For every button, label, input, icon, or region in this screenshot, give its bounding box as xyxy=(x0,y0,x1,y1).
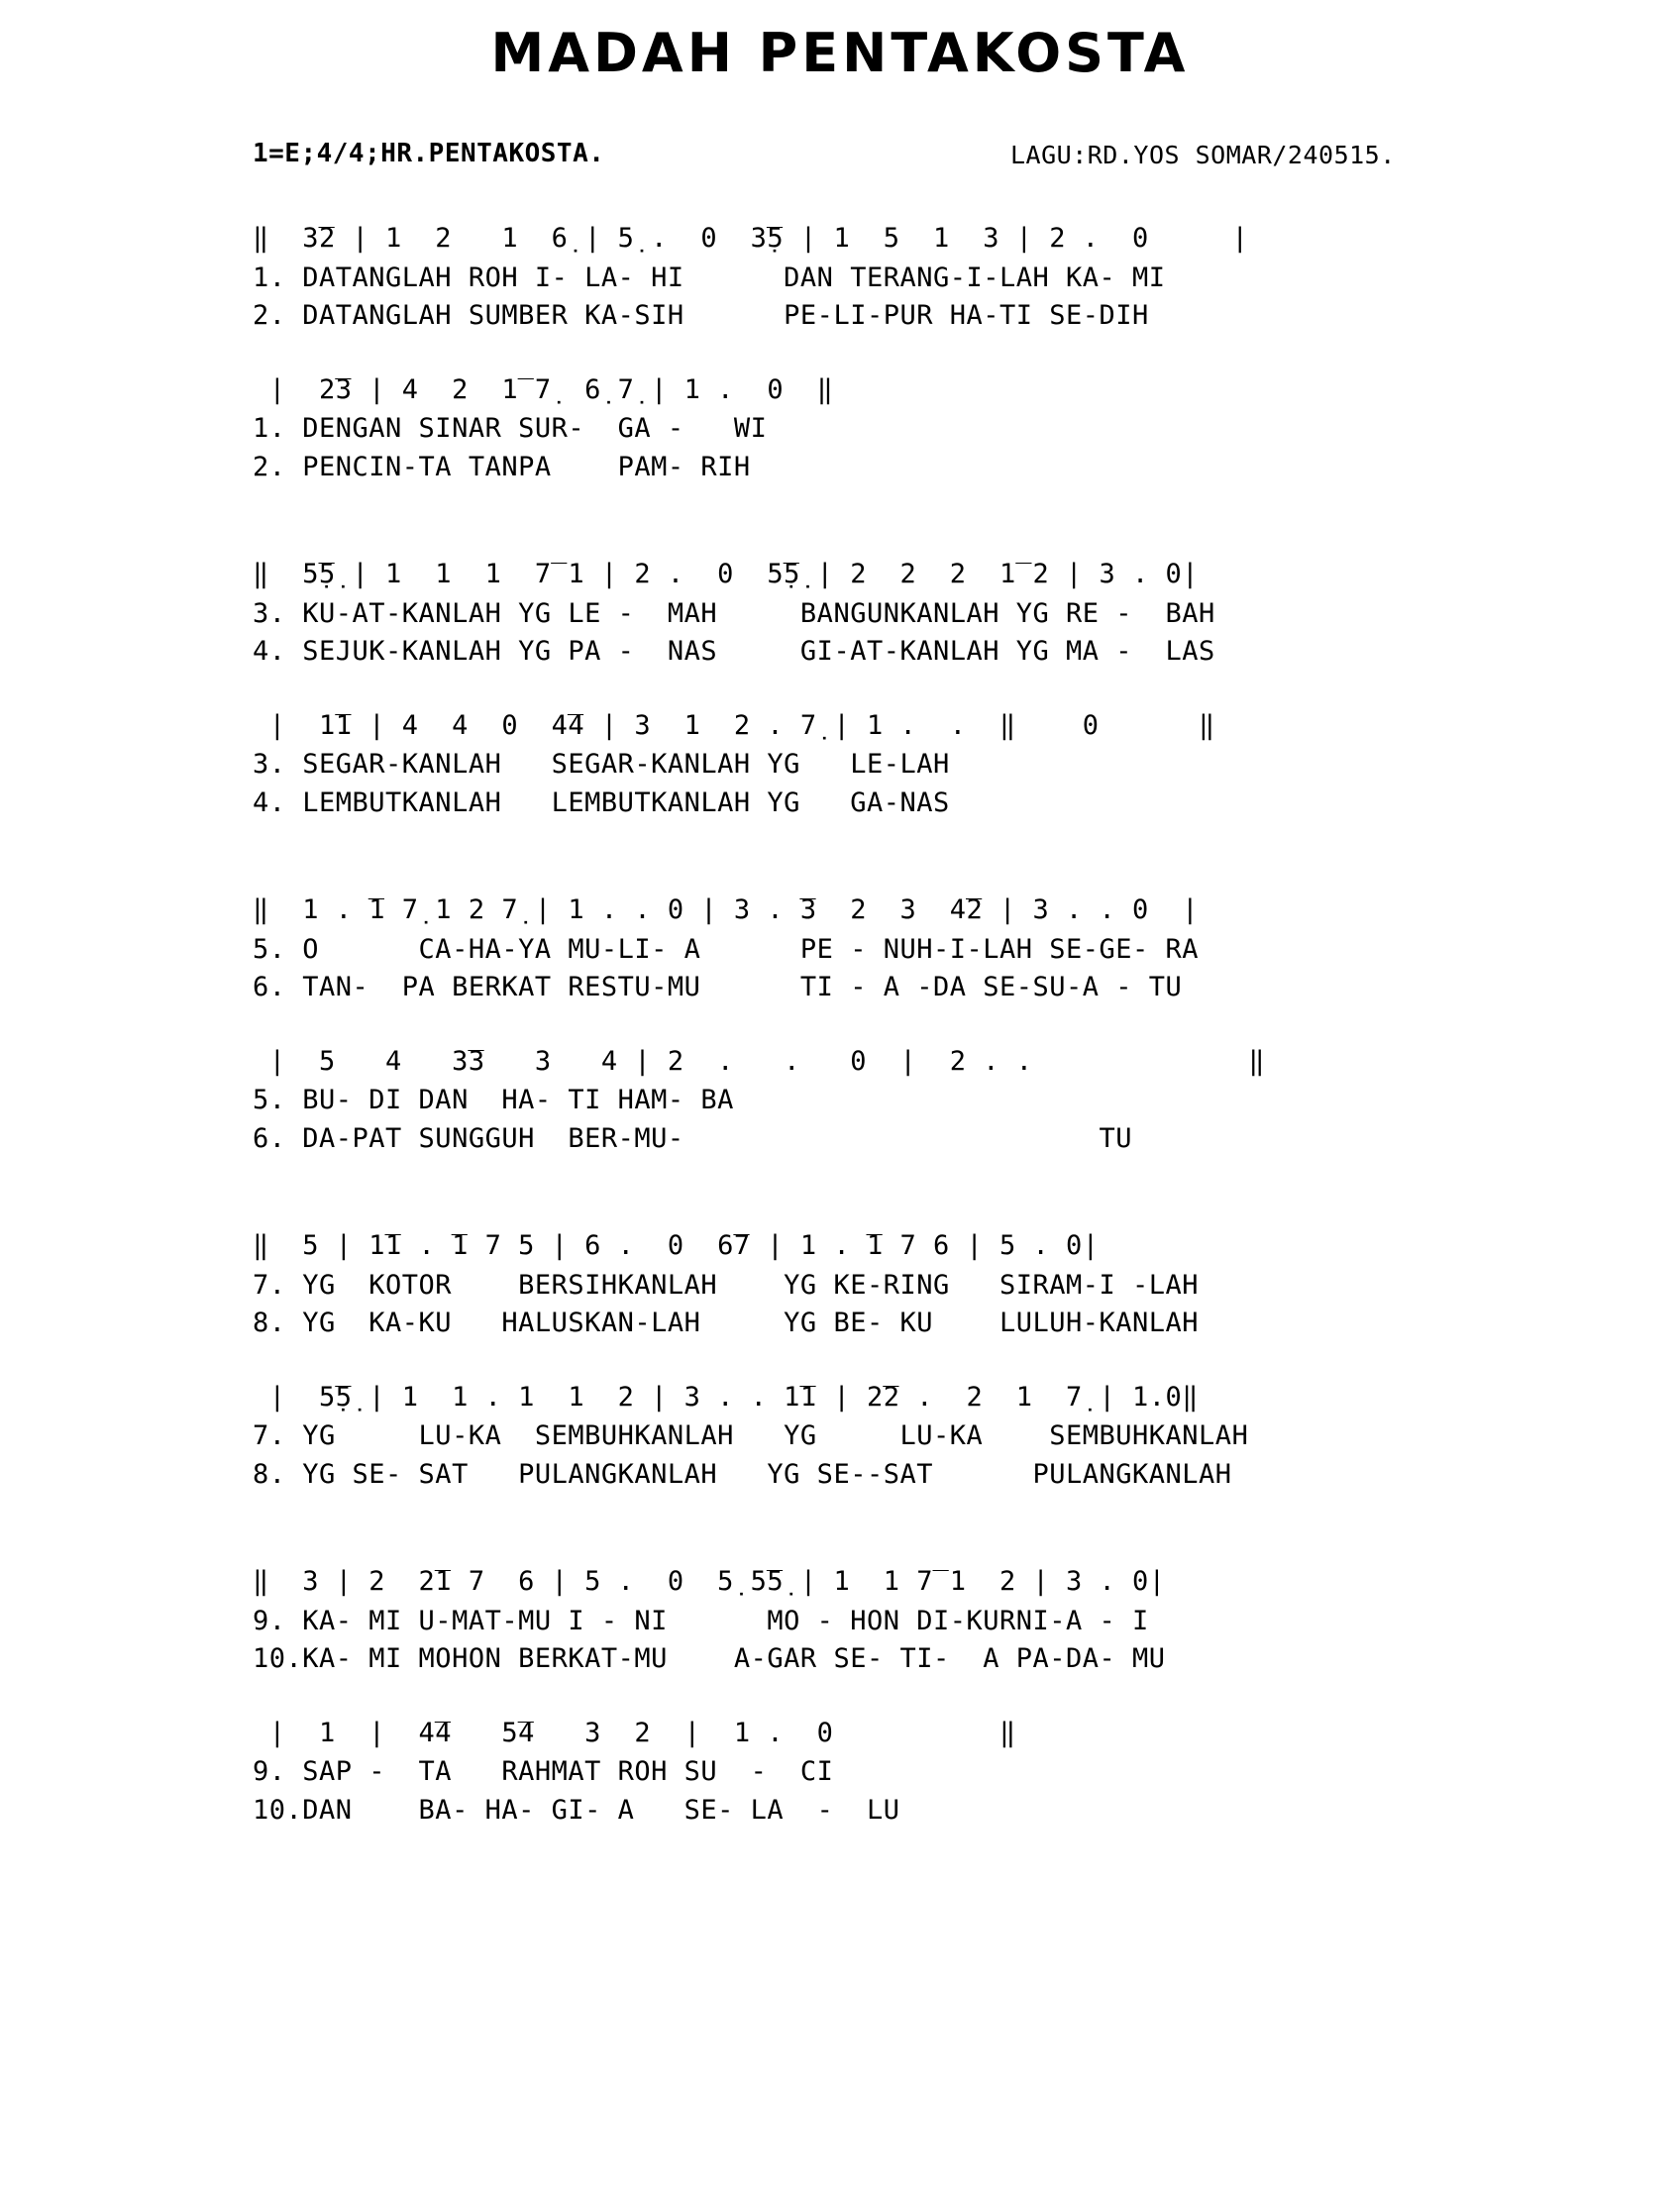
notation-line: ‖ 3̅2 | 1 2 1 6̣ | 5̣ . 0 3̣̅5 | 1 5 1 3 | 2 . 0 | xyxy=(253,223,1249,254)
composer-meta: LAGU:RD.YOS SOMAR/240515. xyxy=(1010,141,1396,169)
lyric-line: 8. YG KA-KU HALUSKAN-LAH YG BE- KU LULUH-KANLAH xyxy=(253,1308,1200,1339)
lyric-line: 6. TAN- PA BERKAT RESTU-MU TI - A -DA SE-SU-A - TU xyxy=(253,972,1183,1003)
music-system xyxy=(253,1377,1680,1495)
lyric-line: 10.DAN BA- HA- GI- A SE- LA - LU xyxy=(253,1794,900,1826)
music-system xyxy=(253,705,1680,823)
music-system xyxy=(253,1225,1680,1343)
lyric-line: 5. BU- DI DAN HA- TI HAM- BA xyxy=(253,1085,734,1116)
system-gap xyxy=(253,856,1680,890)
key-signature-meta: 1=E;4/4;HR.PENTAKOSTA. xyxy=(253,139,605,168)
system-gap xyxy=(253,1527,1680,1561)
music-system xyxy=(253,890,1680,1007)
lyric-line: 7. YG LU-KA SEMBUHKANLAH YG LU-KA SEMBUHKANLAH xyxy=(253,1420,1249,1452)
lyric-line: 9. KA- MI U-MAT-MU I - NI MO - HON DI-KURNI-A - I xyxy=(253,1605,1149,1636)
music-body xyxy=(0,218,1680,1830)
notation-line: ‖ 1 . ̅1 7̣ 1 2 7̣ | 1 . . 0 | 3 . ̅3 2 3 4̅2 | 3 . . 0 | xyxy=(253,894,1200,925)
lyric-line: 2. PENCIN-TA TANPA PAM- RIH xyxy=(253,451,751,482)
page-title: MADAH PENTAKOSTA xyxy=(490,22,1190,84)
music-system xyxy=(253,1561,1680,1679)
notation-line: ‖ 5 | 1̅1 . ̅1 7 5 | 6 . 0 6̅7 | 1 . ̅1 7 6 | 5 . 0| xyxy=(253,1230,1100,1261)
notation-line: | 5̣̅5̣ | 1 1 . 1 1 2 | 3 . . 1̅1 | 2̅2 . 2 1 7̣ | 1.0‖ xyxy=(253,1381,1200,1413)
lyric-line: 1. DATANGLAH ROH I- LA- HI DAN TERANG-I-LAH KA- MI xyxy=(253,262,1166,293)
music-system xyxy=(253,218,1680,336)
notation-line: | 5 4 3̅3 3 4 | 2 . . 0 | 2 . . ‖ xyxy=(253,1045,1266,1077)
lyric-line: 3. SEGAR-KANLAH SEGAR-KANLAH YG LE-LAH xyxy=(253,749,950,781)
music-system xyxy=(253,1041,1680,1159)
system-gap xyxy=(253,1192,1680,1225)
notation-line: | 1̅1 | 4 4 0 4̅4 | 3 1 2 . 7̣ | 1 . . ‖ 0 ‖ xyxy=(253,709,1215,741)
lyric-line: 9. SAP - TA RAHMAT ROH SU - CI xyxy=(253,1756,834,1788)
lyric-line: 2. DATANGLAH SUMBER KA-SIH PE-LI-PUR HA-TI SE-DIH xyxy=(253,300,1149,332)
sheet-music-page xyxy=(0,22,1680,2201)
lyric-line: 7. YG KOTOR BERSIHKANLAH YG KE-RING SIRAM-I -LAH xyxy=(253,1269,1200,1301)
lyric-line: 3. KU-AT-KANLAH YG LE - MAH BANGUNKANLAH YG RE - BAH xyxy=(253,597,1215,629)
lyric-line: 1. DENGAN SINAR SUR- GA - WI xyxy=(253,413,768,445)
music-system xyxy=(253,1713,1680,1831)
lyric-line: 4. SEJUK-KANLAH YG PA - NAS GI-AT-KANLAH YG MA - LAS xyxy=(253,636,1215,668)
music-system xyxy=(253,554,1680,672)
system-gap xyxy=(253,520,1680,554)
notation-line: | 1 | 4̅4 5̅4 3 2 | 1 . 0 ‖ xyxy=(253,1717,1016,1748)
music-system xyxy=(253,369,1680,487)
notation-line: ‖ 3 | 2 2̅1 7 6 | 5 . 0 5̣ 5̅5̣ | 1 1 7̅ 1 2 | 3 . 0| xyxy=(253,1566,1166,1597)
notation-line: ‖ 5̣̅5̣ | 1 1 1 7̅ 1 | 2 . 0 5̣̅5̣ | 2 2 2 1̅ 2 | 3 . 0| xyxy=(253,559,1200,589)
lyric-line: 8. YG SE- SAT PULANGKANLAH YG SE--SAT PULANGKANLAH xyxy=(253,1458,1232,1490)
lyric-line: 5. O CA-HA-YA MU-LI- A PE - NUH-I-LAH SE-GE- RA xyxy=(253,933,1200,965)
notation-line: | 2̅3 | 4 2 1̅ 7̣ 6̣ 7̣ | 1 . 0 ‖ xyxy=(253,373,834,405)
lyric-line: 4. LEMBUTKANLAH LEMBUTKANLAH YG GA-NAS xyxy=(253,786,950,818)
meta-row xyxy=(0,139,1680,178)
lyric-line: 6. DA-PAT SUNGGUH BER-MU- TU xyxy=(253,1122,1133,1154)
lyric-line: 10.KA- MI MOHON BERKAT-MU A-GAR SE- TI- A PA-DA- MU xyxy=(253,1643,1166,1675)
